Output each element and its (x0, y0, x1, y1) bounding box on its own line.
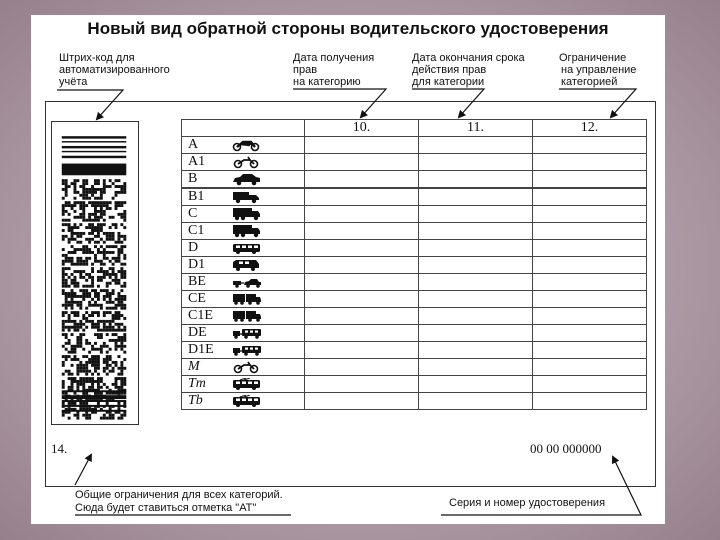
callout-line: действия прав (412, 64, 487, 76)
arrow-date-expiry (412, 89, 484, 117)
callout-line: автоматизированного (59, 64, 170, 76)
column-header: 10. (305, 120, 419, 137)
category-label: B1 (182, 188, 230, 206)
arrow-barcode (57, 90, 123, 119)
category-label: D1 (182, 257, 230, 274)
category-label: CE (182, 291, 230, 308)
callout-line: на управление (561, 64, 637, 76)
column-header: 12. (533, 120, 647, 137)
slide-title: Новый вид обратной стороны водительского удостоверения (87, 19, 609, 38)
category-label: D1E (182, 342, 230, 359)
callout-line: Общие ограничения для всех категорий. (75, 489, 283, 501)
category-label: C1 (182, 223, 230, 240)
category-label: C1E (182, 308, 230, 325)
category-label: B (182, 171, 230, 189)
category-label: D (182, 240, 230, 257)
category-label: M (182, 359, 230, 376)
arrow-series-number (441, 457, 641, 515)
arrow-general-restrictions (75, 455, 91, 485)
callout-line: Штрих-код для (59, 52, 135, 64)
callout-series-number: Серия и номер удостоверения (449, 497, 606, 509)
callout-line: учёта (59, 76, 88, 88)
serial-number: 00 00 000000 (530, 441, 602, 456)
pointer-arrows (31, 15, 665, 524)
callout-line: на категорию (293, 76, 361, 88)
callout-line: Дата получения (293, 52, 375, 64)
category-label: Tb (182, 393, 230, 410)
column-header: 11. (419, 120, 533, 137)
category-label: Tm (182, 376, 230, 393)
callout-line: категорией (561, 76, 618, 88)
category-label: C (182, 206, 230, 223)
callout-line: Дата окончания срока (412, 52, 525, 64)
category-label: A (182, 137, 230, 154)
callout-line: прав (293, 64, 318, 76)
arrow-restriction (559, 89, 636, 117)
arrow-date-received (293, 89, 386, 117)
category-label: BE (182, 274, 230, 291)
field-14-label: 14. (51, 441, 68, 456)
callout-line: для категории (412, 76, 485, 88)
category-label: DE (182, 325, 230, 342)
callout-line: Сюда будет ставиться отметка "АТ" (75, 502, 257, 514)
category-label: A1 (182, 154, 230, 171)
callout-line: Ограничение (559, 52, 627, 64)
slide (31, 15, 665, 524)
